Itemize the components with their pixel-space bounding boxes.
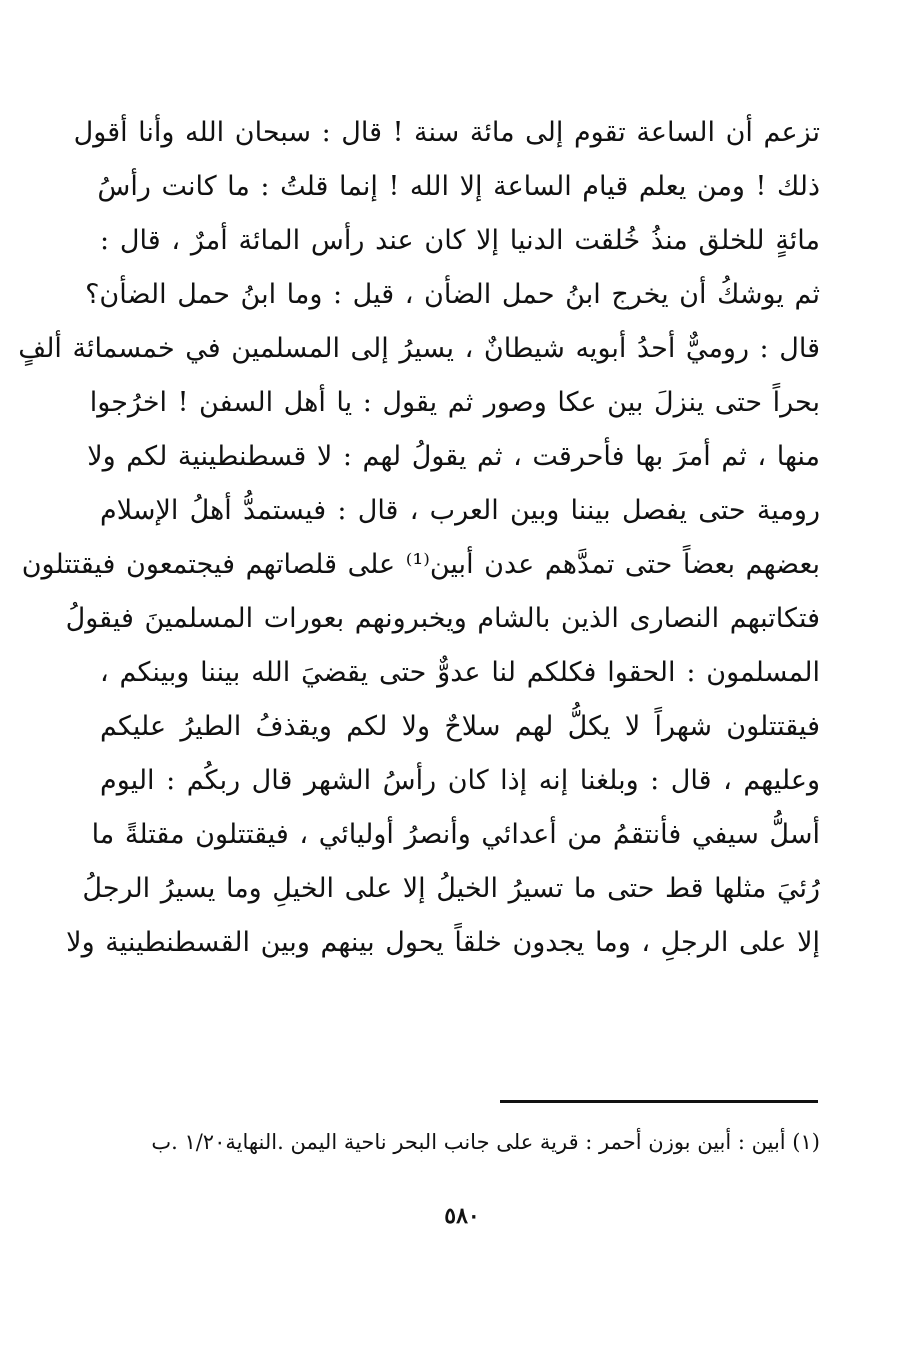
text-line: المسلمون : الحقوا فكلكم لنا عدوٌّ حتى يقضيَ الله بيننا وبينكم ، xyxy=(100,657,820,688)
text-line: فيقتتلون شهراً لا يكلُّ لهم سلاحٌ ولا لكم ويقذفُ الطيرُ عليكم xyxy=(100,711,820,742)
text-line: بعضهم بعضاً حتى تمدَّهم عدن أبين⁽¹⁾ على قلصاتهم فيجتمعون فيقتتلون xyxy=(21,549,820,580)
text-line: رومية حتى يفصل بيننا وبين العرب ، قال : فيستمدُّ أهلُ الإسلام xyxy=(100,495,820,526)
footnote-divider xyxy=(500,1100,818,1103)
text-line: ذلك ! ومن يعلم قيام الساعة إلا الله ! إنما قلتُ : ما كانت رأسُ xyxy=(97,171,820,202)
text-line: بحراً حتى ينزلَ بين عكا وصور ثم يقول : يا أهل السفن ! اخرُجوا xyxy=(89,387,820,418)
text-line: وعليهم ، قال : وبلغنا إنه إذا كان رأسُ الشهر قال ربكُم : اليوم xyxy=(100,765,820,796)
text-line: رُئيَ مثلها قط حتى ما تسيرُ الخيلُ إلا على الخيلِ وما يسيرُ الرجلُ xyxy=(82,873,820,904)
main-text-block xyxy=(18,106,820,970)
footnote: (١) أبين : أبين بوزن أحمر : قرية على جانب البحر ناحية اليمن .النهاية١/٢٠ .ب xyxy=(151,1130,820,1154)
text-line: أسلُّ سيفي فأنتقمُ من أعدائي وأنصرُ أوليائي ، فيقتتلون مقتلةً ما xyxy=(91,819,820,850)
text-line: منها ، ثم أمرَ بها فأحرقت ، ثم يقولُ لهم : لا قسطنطينية لكم ولا xyxy=(87,441,820,472)
page-number: ٥٨٠ xyxy=(444,1203,480,1229)
text-line: قال : روميٌّ أحدُ أبويه شيطانٌ ، يسيرُ إلى المسلمين في خمسمائة ألفٍ xyxy=(18,333,820,364)
text-line: فتكاتبهم النصارى الذين بالشام ويخبرونهم بعورات المسلمينَ فيقولُ xyxy=(65,603,820,634)
text-line: تزعم أن الساعة تقوم إلى مائة سنة ! قال : سبحان الله وأنا أقول xyxy=(73,117,820,148)
text-line: ثم يوشكُ أن يخرج ابنُ حمل الضأن ، قيل : وما ابنُ حمل الضأن؟ xyxy=(85,279,820,310)
text-line: إلا على الرجلِ ، وما يجدون خلقاً يحول بينهم وبين القسطنطينية ولا xyxy=(66,927,820,958)
text-line: مائةٍ للخلق منذُ خُلقت الدنيا إلا كان عند رأس المائة أمرٌ ، قال : xyxy=(100,225,820,256)
